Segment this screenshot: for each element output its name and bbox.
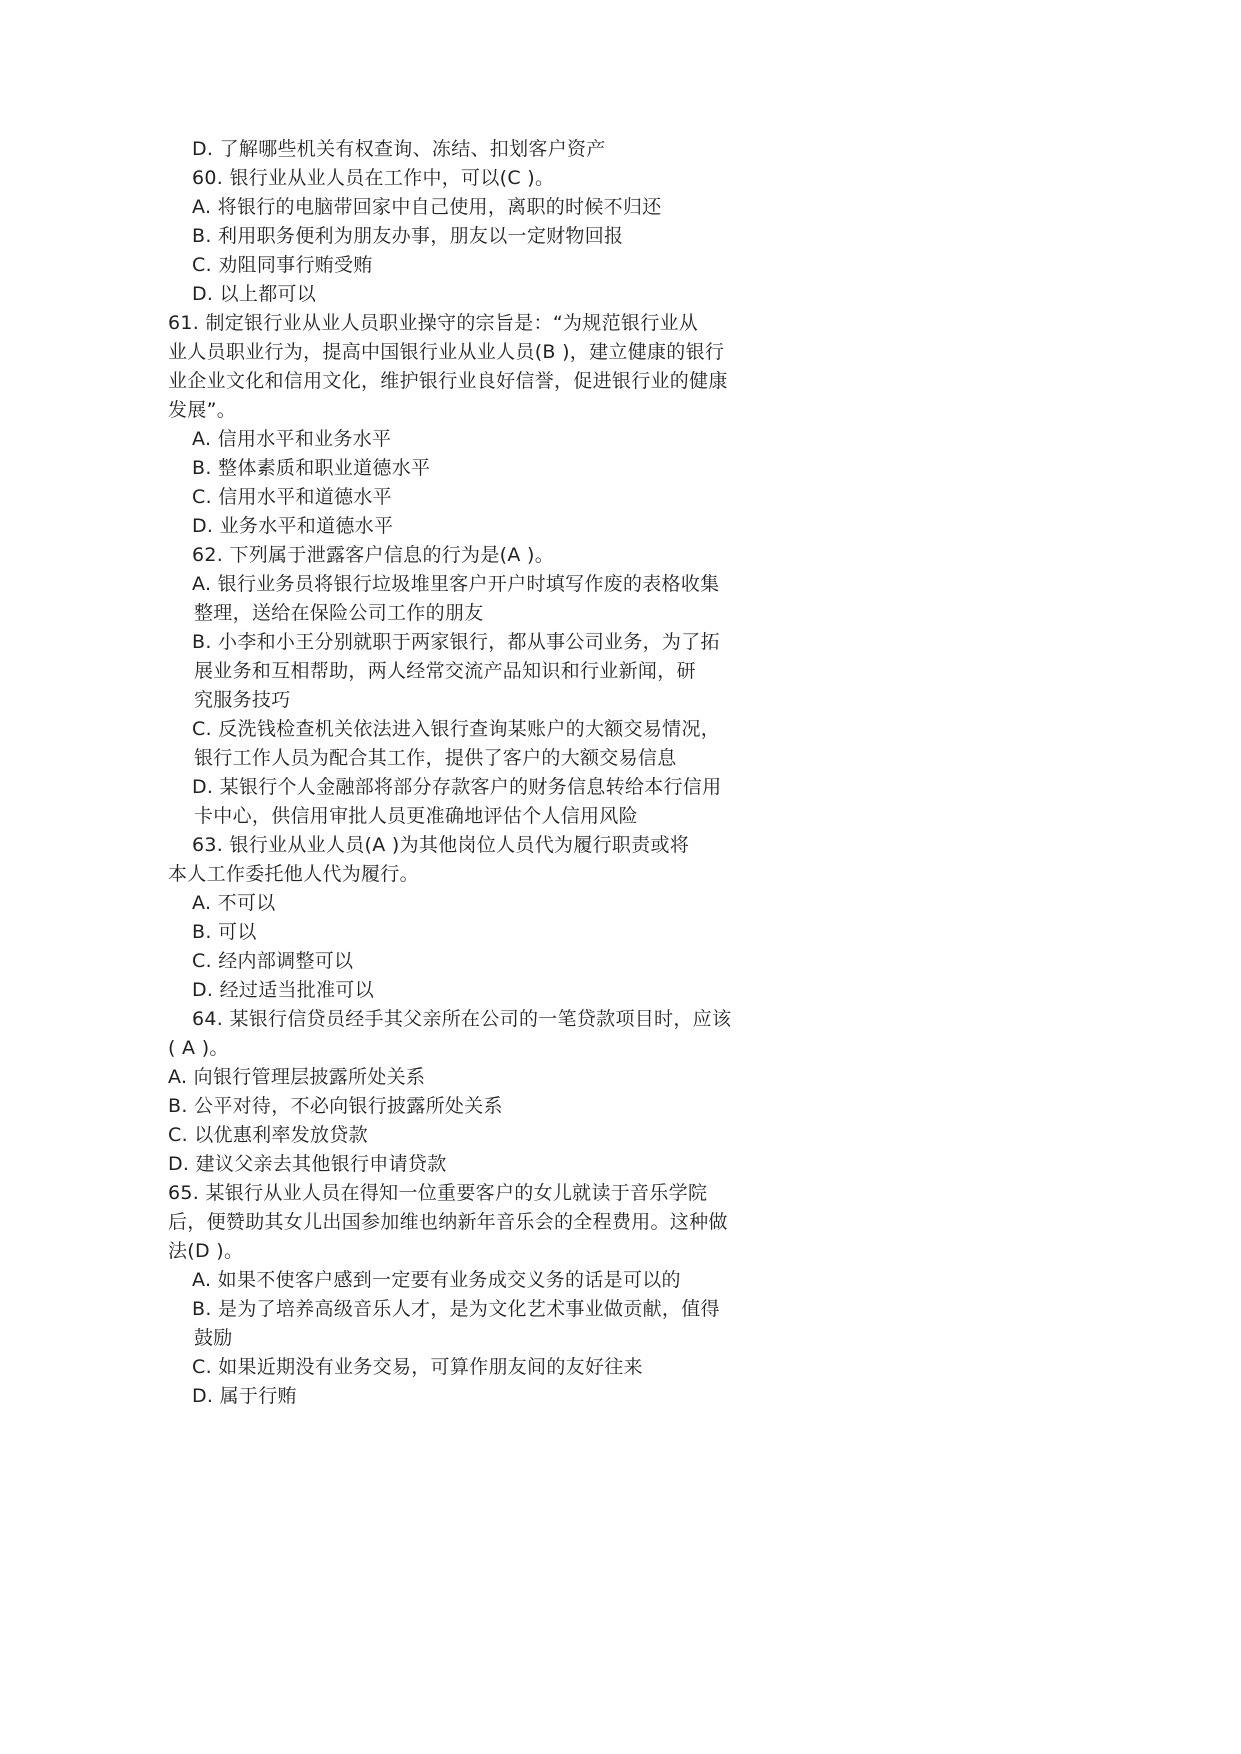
question-61-line4: 发展”。 [168,399,237,421]
question-61-line2: 业人员职业行为，提高中国银行业从业人员(B )，建立健康的银行 [168,341,725,363]
question-63-line2: 本人工作委托他人代为履行。 [168,863,419,885]
option-b-q62-line1: B. 小李和小王分别就职于两家银行，都从事公司业务，为了拓 [192,631,720,653]
option-d-q60: D. 以上都可以 [192,283,317,305]
option-b-q61: B. 整体素质和职业道德水平 [192,457,431,479]
option-d-q64: D. 建议父亲去其他银行申请贷款 [168,1153,447,1175]
option-b-q65-line2: 鼓励 [194,1327,233,1349]
option-c-q63: C. 经内部调整可以 [192,950,354,972]
option-d-q62-line1: D. 某银行个人金融部将部分存款客户的财务信息转给本行信用 [192,776,722,798]
question-65-line2: 后，便赞助其女儿出国参加维也纳新年音乐会的全程费用。这种做 [168,1211,728,1233]
option-a-q62-line2: 整理，送给在保险公司工作的朋友 [194,602,484,624]
option-c-q62-line1: C. 反洗钱检查机关依法进入银行查询某账户的大额交易情况， [192,718,721,740]
option-a-q61: A. 信用水平和业务水平 [192,428,392,450]
question-63-line1: 63. 银行业从业人员(A )为其他岗位人员代为履行职责或将 [192,834,690,856]
option-a-q60: A. 将银行的电脑带回家中自己使用，离职的时候不归还 [192,196,662,218]
option-c-q64: C. 以优惠利率发放贷款 [168,1124,368,1146]
option-b-q65-line1: B. 是为了培养高级音乐人才，是为文化艺术事业做贡献，值得 [192,1298,720,1320]
option-a-q65: A. 如果不使客户感到一定要有业务成交义务的话是可以的 [192,1269,681,1291]
option-c-q65: C. 如果近期没有业务交易，可算作朋友间的友好往来 [192,1356,643,1378]
question-61-line1: 61. 制定银行业从业人员职业操守的宗旨是：“为规范银行业从 [168,312,699,334]
option-b-q63: B. 可以 [192,921,257,943]
option-b-q62-line2: 展业务和互相帮助，两人经常交流产品知识和行业新闻，研 [194,660,696,682]
question-64-line1: 64. 某银行信贷员经手其父亲所在公司的一笔贷款项目时，应该 [192,1008,732,1030]
option-d-q62-line2: 卡中心，供信用审批人员更准确地评估个人信用风险 [194,805,638,827]
option-c-q60: C. 劝阻同事行贿受贿 [192,254,373,276]
question-65-line3: 法(D )。 [168,1240,244,1262]
question-62: 62. 下列属于泄露客户信息的行为是(A )。 [192,544,555,566]
question-64-line2: ( A )。 [168,1037,229,1059]
option-a-q63: A. 不可以 [192,892,276,914]
option-a-q62-line1: A. 银行业务员将银行垃圾堆里客户开户时填写作废的表格收集 [192,573,720,595]
option-d-q65: D. 属于行贿 [192,1385,297,1407]
option-d-q61: D. 业务水平和道德水平 [192,515,394,537]
question-60: 60. 银行业从业人员在工作中，可以(C )。 [192,167,555,189]
option-b-q64: B. 公平对待，不必向银行披露所处关系 [168,1095,503,1117]
option-d-q59: D. 了解哪些机关有权查询、冻结、扣划客户资产 [192,138,606,160]
question-65-line1: 65. 某银行从业人员在得知一位重要客户的女儿就读于音乐学院 [168,1182,708,1204]
option-c-q61: C. 信用水平和道德水平 [192,486,392,508]
option-a-q64: A. 向银行管理层披露所处关系 [168,1066,426,1088]
option-b-q62-line3: 究服务技巧 [194,689,291,711]
option-c-q62-line2: 银行工作人员为配合其工作，提供了客户的大额交易信息 [194,747,677,769]
option-d-q63: D. 经过适当批准可以 [192,979,375,1001]
question-61-line3: 业企业文化和信用文化，维护银行业良好信誉，促进银行业的健康 [168,370,728,392]
option-b-q60: B. 利用职务便利为朋友办事，朋友以一定财物回报 [192,225,624,247]
